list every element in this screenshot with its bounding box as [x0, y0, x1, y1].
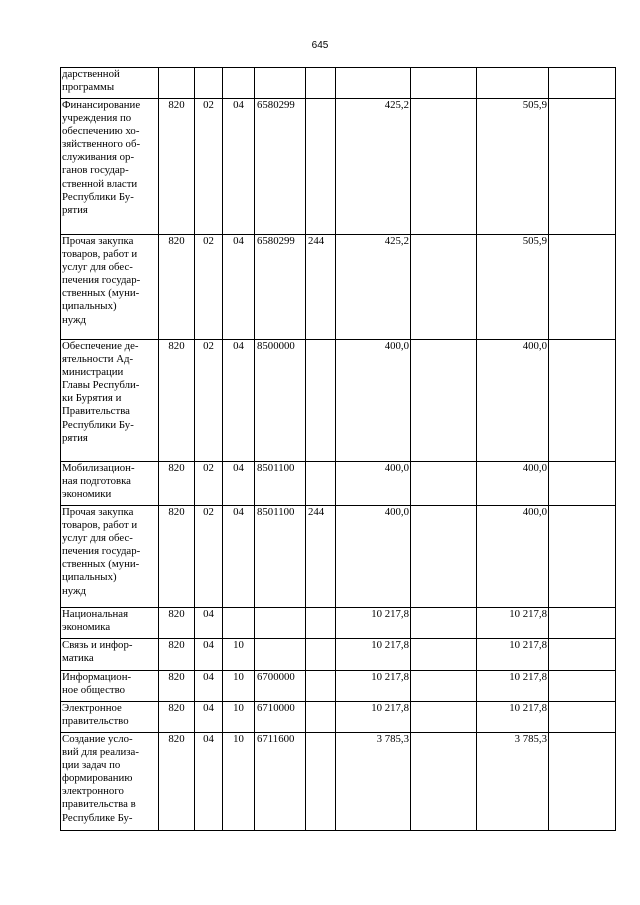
amount-tail: [549, 671, 616, 702]
amount-first: 425,2: [336, 235, 411, 340]
article-code: 8501100: [255, 506, 306, 608]
row-name: Национальная экономика: [61, 608, 159, 639]
expense-type-code: 244: [306, 506, 336, 608]
article-code: 8500000: [255, 340, 306, 462]
expense-type-code: [306, 608, 336, 639]
section-code: 04: [195, 702, 223, 733]
subsection-code: 10: [223, 671, 255, 702]
amount-empty: [411, 733, 477, 831]
admin-code: 820: [159, 702, 195, 733]
table-row: [61, 639, 616, 671]
amount-second: 400,0: [477, 506, 549, 608]
table-row: [61, 99, 616, 235]
amount-empty: [411, 462, 477, 506]
amount-tail: [549, 68, 616, 99]
table-row: [61, 671, 616, 702]
subsection-code: 10: [223, 639, 255, 671]
admin-code: 820: [159, 733, 195, 831]
expense-type-code: 244: [306, 235, 336, 340]
amount-tail: [549, 235, 616, 340]
amount-first: 400,0: [336, 340, 411, 462]
row-name: Обеспечение де- ятельности Ад- министрации Главы Республи- ки Бурятия и Правительства Республики Бу- рятия: [61, 340, 159, 462]
table-row: [61, 462, 616, 506]
admin-code: 820: [159, 99, 195, 235]
section-code: 02: [195, 235, 223, 340]
amount-tail: [549, 733, 616, 831]
article-code: 8501100: [255, 462, 306, 506]
table-row: [61, 68, 616, 99]
admin-code: 820: [159, 608, 195, 639]
amount-tail: [549, 99, 616, 235]
subsection-code: 04: [223, 506, 255, 608]
row-name: Мобилизацион- ная подготовка экономики: [61, 462, 159, 506]
amount-empty: [411, 68, 477, 99]
section-code: 02: [195, 506, 223, 608]
expense-type-code: [306, 639, 336, 671]
row-name: Прочая закупка товаров, работ и услуг для обес- печения государ- ственных (муни- ципальных) нужд: [61, 235, 159, 340]
amount-empty: [411, 671, 477, 702]
amount-tail: [549, 340, 616, 462]
amount-empty: [411, 702, 477, 733]
admin-code: 820: [159, 235, 195, 340]
section-code: 04: [195, 671, 223, 702]
admin-code: 820: [159, 506, 195, 608]
amount-first: 3 785,3: [336, 733, 411, 831]
subsection-code: 04: [223, 462, 255, 506]
amount-first: 10 217,8: [336, 639, 411, 671]
expense-type-code: [306, 462, 336, 506]
amount-empty: [411, 608, 477, 639]
expense-type-code: [306, 99, 336, 235]
section-code: 02: [195, 340, 223, 462]
amount-first: 10 217,8: [336, 608, 411, 639]
article-code: [255, 639, 306, 671]
row-name: Электронное правительство: [61, 702, 159, 733]
subsection-code: 10: [223, 733, 255, 831]
article-code: 6710000: [255, 702, 306, 733]
subsection-code: [223, 608, 255, 639]
amount-first: 425,2: [336, 99, 411, 235]
amount-second: [477, 68, 549, 99]
article-code: 6711600: [255, 733, 306, 831]
admin-code: 820: [159, 671, 195, 702]
amount-second: 10 217,8: [477, 671, 549, 702]
amount-empty: [411, 639, 477, 671]
expense-type-code: [306, 733, 336, 831]
article-code: 6700000: [255, 671, 306, 702]
amount-tail: [549, 608, 616, 639]
section-code: 04: [195, 733, 223, 831]
amount-second: 10 217,8: [477, 608, 549, 639]
section-code: 02: [195, 462, 223, 506]
amount-first: 10 217,8: [336, 671, 411, 702]
row-name: Финансирование учреждения по обеспечению хо- зяйственного об- служивания ор- ганов государ- ственной власти Республики Бу- рятия: [61, 99, 159, 235]
expense-type-code: [306, 671, 336, 702]
amount-tail: [549, 639, 616, 671]
expense-type-code: [306, 340, 336, 462]
amount-second: 505,9: [477, 235, 549, 340]
amount-empty: [411, 340, 477, 462]
section-code: 04: [195, 608, 223, 639]
table-row: [61, 702, 616, 733]
page-number: 645: [311, 40, 329, 51]
admin-code: 820: [159, 639, 195, 671]
table-row: [61, 733, 616, 831]
expense-type-code: [306, 68, 336, 99]
table-row: [61, 608, 616, 639]
article-code: [255, 68, 306, 99]
article-code: 6580299: [255, 235, 306, 340]
amount-second: 3 785,3: [477, 733, 549, 831]
amount-first: [336, 68, 411, 99]
table-row: [61, 506, 616, 608]
article-code: [255, 608, 306, 639]
subsection-code: 10: [223, 702, 255, 733]
amount-second: 505,9: [477, 99, 549, 235]
amount-tail: [549, 702, 616, 733]
table-row: [61, 340, 616, 462]
amount-first: 400,0: [336, 506, 411, 608]
admin-code: 820: [159, 462, 195, 506]
amount-first: 400,0: [336, 462, 411, 506]
budget-table: [60, 67, 616, 831]
row-name: Прочая закупка товаров, работ и услуг для обес- печения государ- ственных (муни- ципальных) нужд: [61, 506, 159, 608]
amount-empty: [411, 99, 477, 235]
amount-tail: [549, 462, 616, 506]
amount-second: 400,0: [477, 462, 549, 506]
row-name: Связь и инфор- матика: [61, 639, 159, 671]
amount-first: 10 217,8: [336, 702, 411, 733]
subsection-code: 04: [223, 99, 255, 235]
subsection-code: 04: [223, 235, 255, 340]
amount-empty: [411, 506, 477, 608]
subsection-code: 04: [223, 340, 255, 462]
section-code: 02: [195, 99, 223, 235]
row-name: дарственной программы: [61, 68, 159, 99]
amount-empty: [411, 235, 477, 340]
row-name: Информацион- ное общество: [61, 671, 159, 702]
amount-second: 10 217,8: [477, 702, 549, 733]
section-code: [195, 68, 223, 99]
table-row: [61, 235, 616, 340]
article-code: 6580299: [255, 99, 306, 235]
amount-second: 10 217,8: [477, 639, 549, 671]
section-code: 04: [195, 639, 223, 671]
amount-tail: [549, 506, 616, 608]
admin-code: 820: [159, 340, 195, 462]
admin-code: [159, 68, 195, 99]
row-name: Создание усло- вий для реализа- ции задач по формированию электронного правительства в Республике Бу-: [61, 733, 159, 831]
amount-second: 400,0: [477, 340, 549, 462]
expense-type-code: [306, 702, 336, 733]
subsection-code: [223, 68, 255, 99]
